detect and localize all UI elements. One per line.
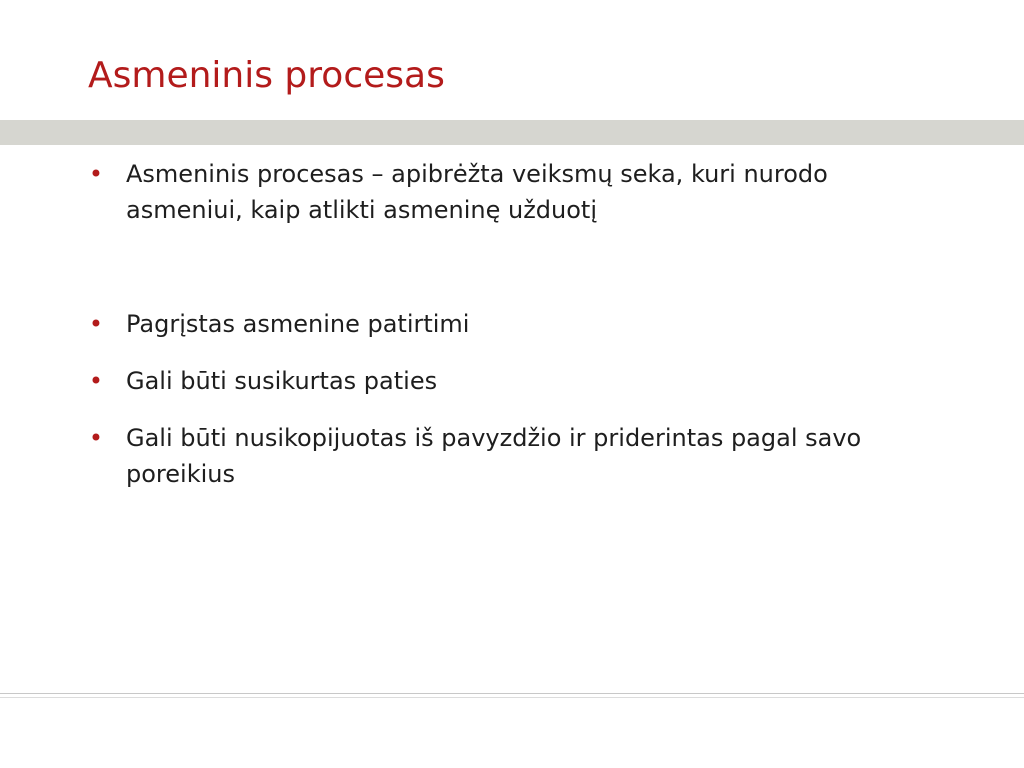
bullet-item [88, 420, 948, 492]
bullet-item [88, 363, 948, 399]
title-divider-band [0, 120, 1024, 145]
bullet-item [88, 306, 948, 342]
bullet-text: Gali būti nusikopijuotas iš pavyzdžio ir priderintas pagal savo poreikius [126, 424, 862, 488]
bullet-list [88, 156, 948, 513]
bullet-item [88, 156, 948, 228]
bullet-icon: • [88, 367, 104, 395]
bullet-icon: • [88, 424, 104, 452]
footer-divider [0, 697, 1024, 698]
bullet-icon: • [88, 310, 104, 338]
footer-divider [0, 693, 1024, 694]
bullet-icon: • [88, 160, 104, 188]
slide-title: Asmeninis procesas [88, 55, 445, 96]
bullet-text: Pagrįstas asmenine patirtimi [126, 310, 470, 338]
bullet-text: Gali būti susikurtas paties [126, 367, 438, 395]
bullet-text: Asmeninis procesas – apibrėžta veiksmų seka, kuri nurodo asmeniui, kaip atlikti asmeninę užduotį [126, 160, 828, 224]
